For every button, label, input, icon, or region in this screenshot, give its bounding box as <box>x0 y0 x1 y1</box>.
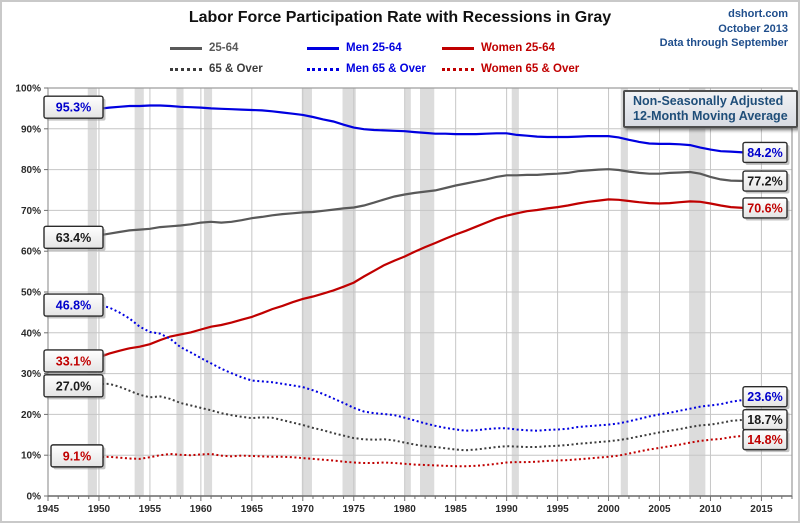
edge-label <box>743 142 790 165</box>
y-tick-label: 60% <box>20 246 41 258</box>
source-date: October 2013 <box>718 22 788 35</box>
y-tick-label: 20% <box>20 409 41 421</box>
edge-label-text: 33.1% <box>55 354 92 369</box>
y-tick-label: 90% <box>20 124 41 136</box>
edge-label-text: 18.7% <box>747 413 783 428</box>
edge-label <box>44 294 106 319</box>
x-tick-label: 1990 <box>495 504 518 515</box>
edge-label <box>743 387 790 410</box>
note-line-1: Non-Seasonally Adjusted <box>633 94 784 108</box>
edge-label-text: 77.2% <box>747 174 783 189</box>
legend-label: Men 25-64 <box>346 42 402 54</box>
edge-label <box>44 226 106 251</box>
edge-labels <box>44 96 790 469</box>
legend-label: Men 65 & Over <box>346 63 426 75</box>
edge-label <box>44 375 106 400</box>
edge-label-text: 23.6% <box>747 390 783 405</box>
note-line-2: 12-Month Moving Average <box>633 109 788 123</box>
y-tick-label: 100% <box>15 83 41 95</box>
edge-label <box>743 198 790 221</box>
source-through: Data through September <box>659 37 788 49</box>
y-tick-label: 50% <box>20 287 41 299</box>
edge-label <box>44 96 106 121</box>
edge-label <box>51 445 106 470</box>
x-tick-label: 1965 <box>240 504 263 515</box>
edge-label <box>44 350 106 375</box>
x-tick-label: 1945 <box>36 504 60 515</box>
x-tick-label: 1970 <box>291 504 314 515</box>
y-tick-label: 40% <box>20 328 41 340</box>
x-tick-label: 1975 <box>342 504 365 515</box>
edge-label <box>743 410 790 433</box>
x-tick-label: 2015 <box>750 504 773 515</box>
legend-label: 25-64 <box>209 42 239 54</box>
edge-label <box>743 171 790 194</box>
y-tick-label: 30% <box>20 369 41 381</box>
edge-label-text: 63.4% <box>55 230 92 245</box>
edge-label-text: 70.6% <box>747 201 783 216</box>
x-tick-label: 2000 <box>597 504 620 515</box>
edge-label-text: 14.8% <box>747 433 783 448</box>
x-tick-label: 2010 <box>699 504 722 515</box>
x-tick-label: 2005 <box>648 504 671 515</box>
y-tick-label: 10% <box>20 450 41 462</box>
x-tick-label: 1995 <box>546 504 569 515</box>
edge-label-text: 84.2% <box>747 145 783 160</box>
x-tick-label: 1980 <box>393 504 416 515</box>
note-box <box>623 90 798 128</box>
x-tick-label: 1955 <box>138 504 162 515</box>
x-tick-label: 1960 <box>189 504 213 515</box>
edge-label-text: 46.8% <box>55 298 92 313</box>
edge-label-text: 27.0% <box>55 379 92 394</box>
axes <box>44 88 792 501</box>
legend-label: Women 25-64 <box>481 42 555 54</box>
x-tick-label: 1985 <box>444 504 467 515</box>
chart-canvas <box>2 2 800 523</box>
edge-label-text: 9.1% <box>62 449 92 464</box>
x-tick-label: 1950 <box>87 504 111 515</box>
legend-label: 65 & Over <box>209 63 263 75</box>
source-site: dshort.com <box>728 8 788 20</box>
y-tick-label: 0% <box>26 491 41 503</box>
page-title: Labor Force Participation Rate with Recessions in Gray <box>188 9 612 26</box>
edge-label-text: 95.3% <box>55 100 92 115</box>
y-tick-label: 70% <box>20 205 41 217</box>
y-tick-label: 80% <box>20 165 41 177</box>
edge-label <box>743 430 790 453</box>
legend-label: Women 65 & Over <box>481 63 580 75</box>
